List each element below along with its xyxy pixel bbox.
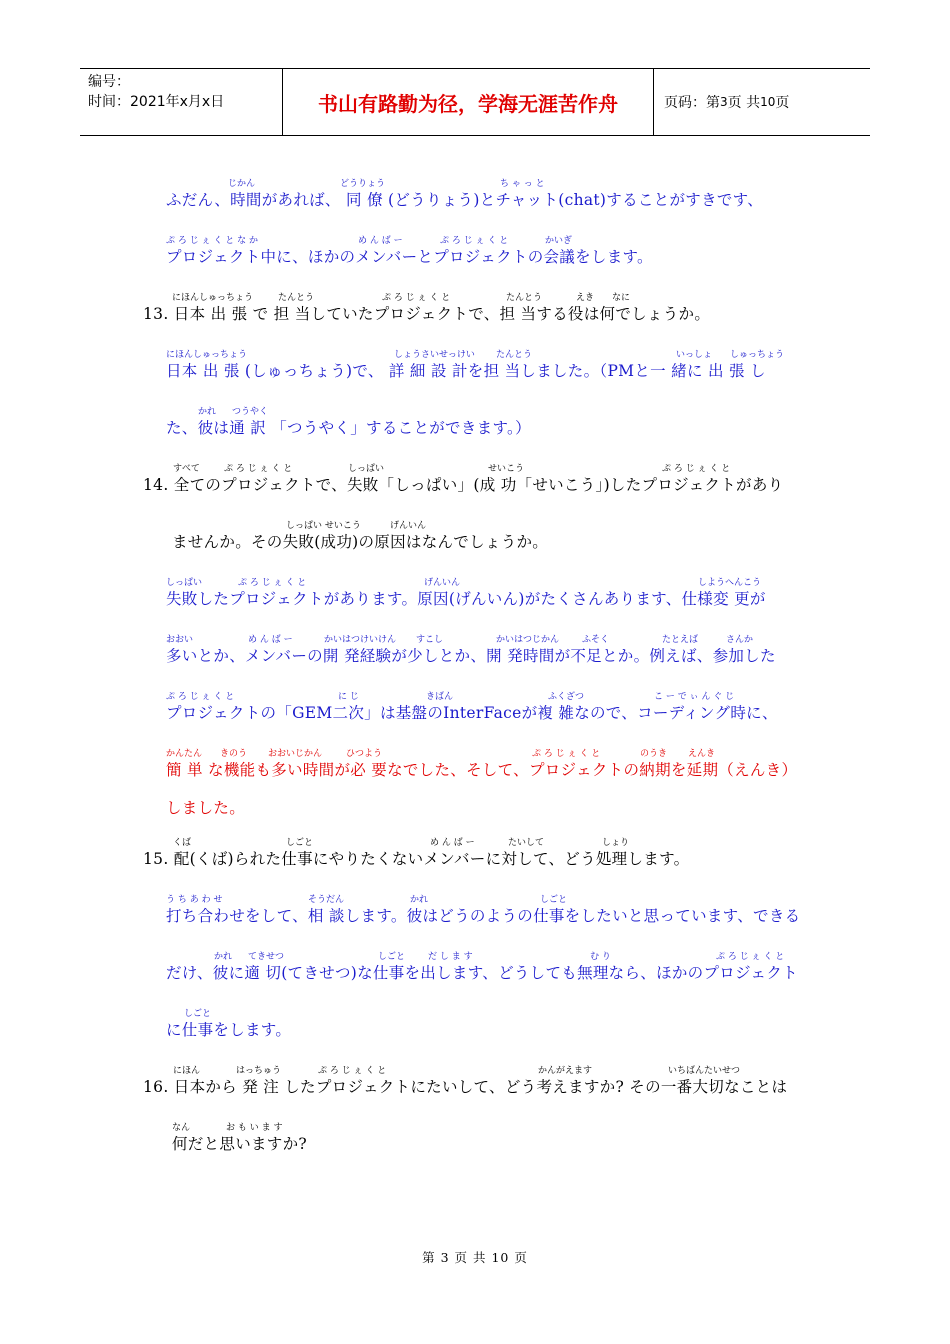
line-text: 13. 日本 出 張 で 担 当していたプロジェクトで、担 当する役は何でしょうか。	[143, 305, 711, 323]
text-line	[0, 1063, 950, 1103]
line-text: しました。	[166, 799, 246, 817]
text-line	[0, 835, 950, 875]
furigana: なん	[172, 1123, 191, 1133]
furigana: かれ	[198, 407, 217, 417]
furigana: そうだん	[308, 895, 345, 905]
furigana: なに	[612, 293, 631, 303]
furigana: たとえば	[662, 635, 699, 645]
line-text: 15. 配(くば)られた仕事にやりたくないメンバーに対して、どう処理します。	[143, 850, 690, 868]
header-page-info	[654, 69, 870, 135]
furigana: すこし	[416, 635, 444, 645]
furigana: いちばんたいせつ	[668, 1066, 741, 1076]
furigana: げんいん	[424, 578, 461, 588]
furigana: にほんしゅっちょう	[172, 293, 254, 303]
text-line	[0, 461, 950, 501]
furigana: せいこう	[488, 464, 525, 474]
header-motto: 书山有路勤为径，学海无涯苦作舟	[282, 69, 654, 135]
text-line	[0, 518, 950, 558]
furigana: に じ	[338, 692, 359, 702]
furigana: すべて	[173, 464, 200, 474]
page-header	[80, 68, 870, 136]
furigana: こ ー で ぃ ん ぐ じ	[654, 692, 735, 702]
line-text: だけ、彼に適 切(てきせつ)な仕事を出します、どうしても無理なら、ほかのプロジェクト	[166, 964, 798, 982]
text-line	[0, 290, 950, 330]
line-text: プロジェクト中に、ほかのメンバーとプロジェクトの会議をします。	[166, 248, 653, 266]
furigana: ぷ ろ じ ぇ く と	[382, 293, 451, 303]
furigana: ひつよう	[346, 749, 383, 759]
line-text: た、彼は通 訳 「つうやく」することができます。）	[166, 419, 531, 437]
text-line	[0, 689, 950, 729]
furigana: かんがえます	[538, 1066, 593, 1076]
furigana: しごと	[540, 895, 568, 905]
text-line	[0, 176, 950, 216]
furigana: お も い ま す	[226, 1123, 283, 1133]
furigana: つうやく	[232, 407, 269, 417]
furigana: ぷ ろ じ ぇ く と	[224, 464, 293, 474]
furigana: ぷ ろ じ ぇ く と な か	[166, 236, 259, 246]
text-line	[0, 632, 950, 672]
line-text: ふだん、時間があれば、 同 僚 (どうりょう)とチャット(chat)することがすきです、	[166, 191, 764, 209]
furigana: えき	[576, 293, 595, 303]
page-suffix: 页	[775, 95, 790, 111]
line-text: 失敗したプロジェクトがあります。原因(げんいん)がたくさんあります、仕様変 更が	[166, 590, 766, 608]
page-total: 10	[760, 95, 776, 109]
furigana: にほん	[173, 1066, 201, 1076]
date-label: 时间：2021年x月x日	[88, 94, 225, 110]
furigana: ぷ ろ じ ぇ く と	[662, 464, 731, 474]
page-mid: 页 共	[727, 95, 761, 111]
text-line	[0, 949, 950, 989]
furigana: かれ	[214, 952, 233, 962]
furigana: たんとう	[496, 350, 533, 360]
number-label: 编号：	[88, 74, 130, 90]
furigana: ふくざつ	[548, 692, 585, 702]
furigana: しっぱい	[348, 464, 385, 474]
furigana: おおいじかん	[268, 749, 323, 759]
furigana: だ し ま す	[428, 952, 473, 962]
furigana: にほんしゅっちょう	[166, 350, 248, 360]
line-text: 打ち合わせをして、相 談します。彼はどうのようの仕事をしたいと思っています、できる	[166, 907, 801, 925]
furigana: てきせつ	[248, 952, 285, 962]
text-line	[0, 404, 950, 444]
furigana: ふそく	[582, 635, 610, 645]
furigana: しょり	[602, 838, 630, 848]
text-line	[0, 575, 950, 615]
line-text: プロジェクトの「GEM二次」は基盤のInterFaceが複 雑なので、コーディング時に、	[166, 704, 778, 722]
text-line	[0, 347, 950, 387]
text-line	[0, 1120, 950, 1160]
line-text: に仕事をします。	[166, 1021, 292, 1039]
furigana: げんいん	[390, 521, 427, 531]
text-line	[0, 892, 950, 932]
furigana: えんき	[688, 749, 716, 759]
furigana: さんか	[726, 635, 754, 645]
line-text: 多いとか、メンバーの開 発経験が少しとか、開 発時間が不足とか。例えば、参加した	[166, 647, 776, 665]
furigana: しょうさいせっけい	[394, 350, 475, 360]
line-text: 16. 日本から 発 注 したプロジェクトにたいして、どう考えますか? その一番大切なことは	[143, 1078, 788, 1096]
furigana: う ち あ わ せ	[166, 895, 223, 905]
furigana: しっぱい	[166, 578, 203, 588]
furigana: しごと	[378, 952, 406, 962]
text-line	[0, 233, 950, 273]
furigana: め ん ば ー	[358, 236, 403, 246]
furigana: む り	[590, 952, 611, 962]
furigana: ぷ ろ じ ぇ く と	[440, 236, 509, 246]
furigana: かいはつけいけん	[324, 635, 397, 645]
furigana: しようへんこう	[698, 578, 762, 588]
furigana: たんとう	[506, 293, 543, 303]
furigana: ち ゃ っ と	[500, 179, 545, 189]
furigana: おおい	[166, 635, 194, 645]
furigana: ぷ ろ じ ぇ く と	[238, 578, 307, 588]
furigana: しゅっちょう	[730, 350, 785, 360]
furigana: ぷ ろ じ ぇ く と	[716, 952, 785, 962]
furigana: きのう	[220, 749, 248, 759]
furigana: かいぎ	[545, 236, 573, 246]
furigana: くば	[173, 838, 192, 848]
furigana: たんとう	[278, 293, 315, 303]
furigana: きばん	[426, 692, 454, 702]
furigana: どうりょう	[340, 179, 386, 189]
furigana: ぷ ろ じ ぇ く と	[318, 1066, 387, 1076]
furigana: め ん ば ー	[430, 838, 475, 848]
furigana: かんたん	[166, 749, 203, 759]
furigana: かいはつじかん	[496, 635, 560, 645]
furigana: のうき	[640, 749, 668, 759]
furigana: たいして	[508, 838, 545, 848]
furigana: しごと	[184, 1009, 212, 1019]
furigana: ぷ ろ じ ぇ く と	[166, 692, 235, 702]
furigana: はっちゅう	[236, 1066, 282, 1076]
line-text: 14. 全てのプロジェクトで、失敗「しっぱい」(成 功「せいこう」)したプロジェクトがあり	[143, 476, 784, 494]
furigana: じかん	[228, 179, 256, 189]
text-line	[0, 784, 950, 824]
page-prefix: 页码：第	[664, 95, 720, 111]
page-footer: 第 3 页 共 10 页	[422, 1250, 528, 1265]
line-text: ませんか。その失敗(成功)の原因はなんでしょうか。	[172, 533, 549, 551]
line-text: 日本 出 張 (しゅっちょう)で、 詳 細 設 計を担 当しました。（PMと一 緒に 出 張 し	[166, 362, 766, 380]
furigana: ぷ ろ じ ぇ く と	[532, 749, 601, 759]
furigana: め ん ば ー	[248, 635, 293, 645]
page-number: 3	[720, 95, 728, 109]
line-text: 何だと思いますか?	[172, 1135, 308, 1153]
header-info	[80, 69, 282, 135]
text-line	[0, 746, 950, 786]
line-text: 簡 単 な機能も多い時間が必 要なでした、そして、プロジェクトの納期を延期（えんき）	[166, 761, 798, 779]
furigana: いっしょ	[676, 350, 713, 360]
furigana: かれ	[410, 895, 429, 905]
text-line	[0, 1006, 950, 1046]
furigana: しっぱい せいこう	[286, 521, 361, 531]
furigana: しごと	[286, 838, 314, 848]
